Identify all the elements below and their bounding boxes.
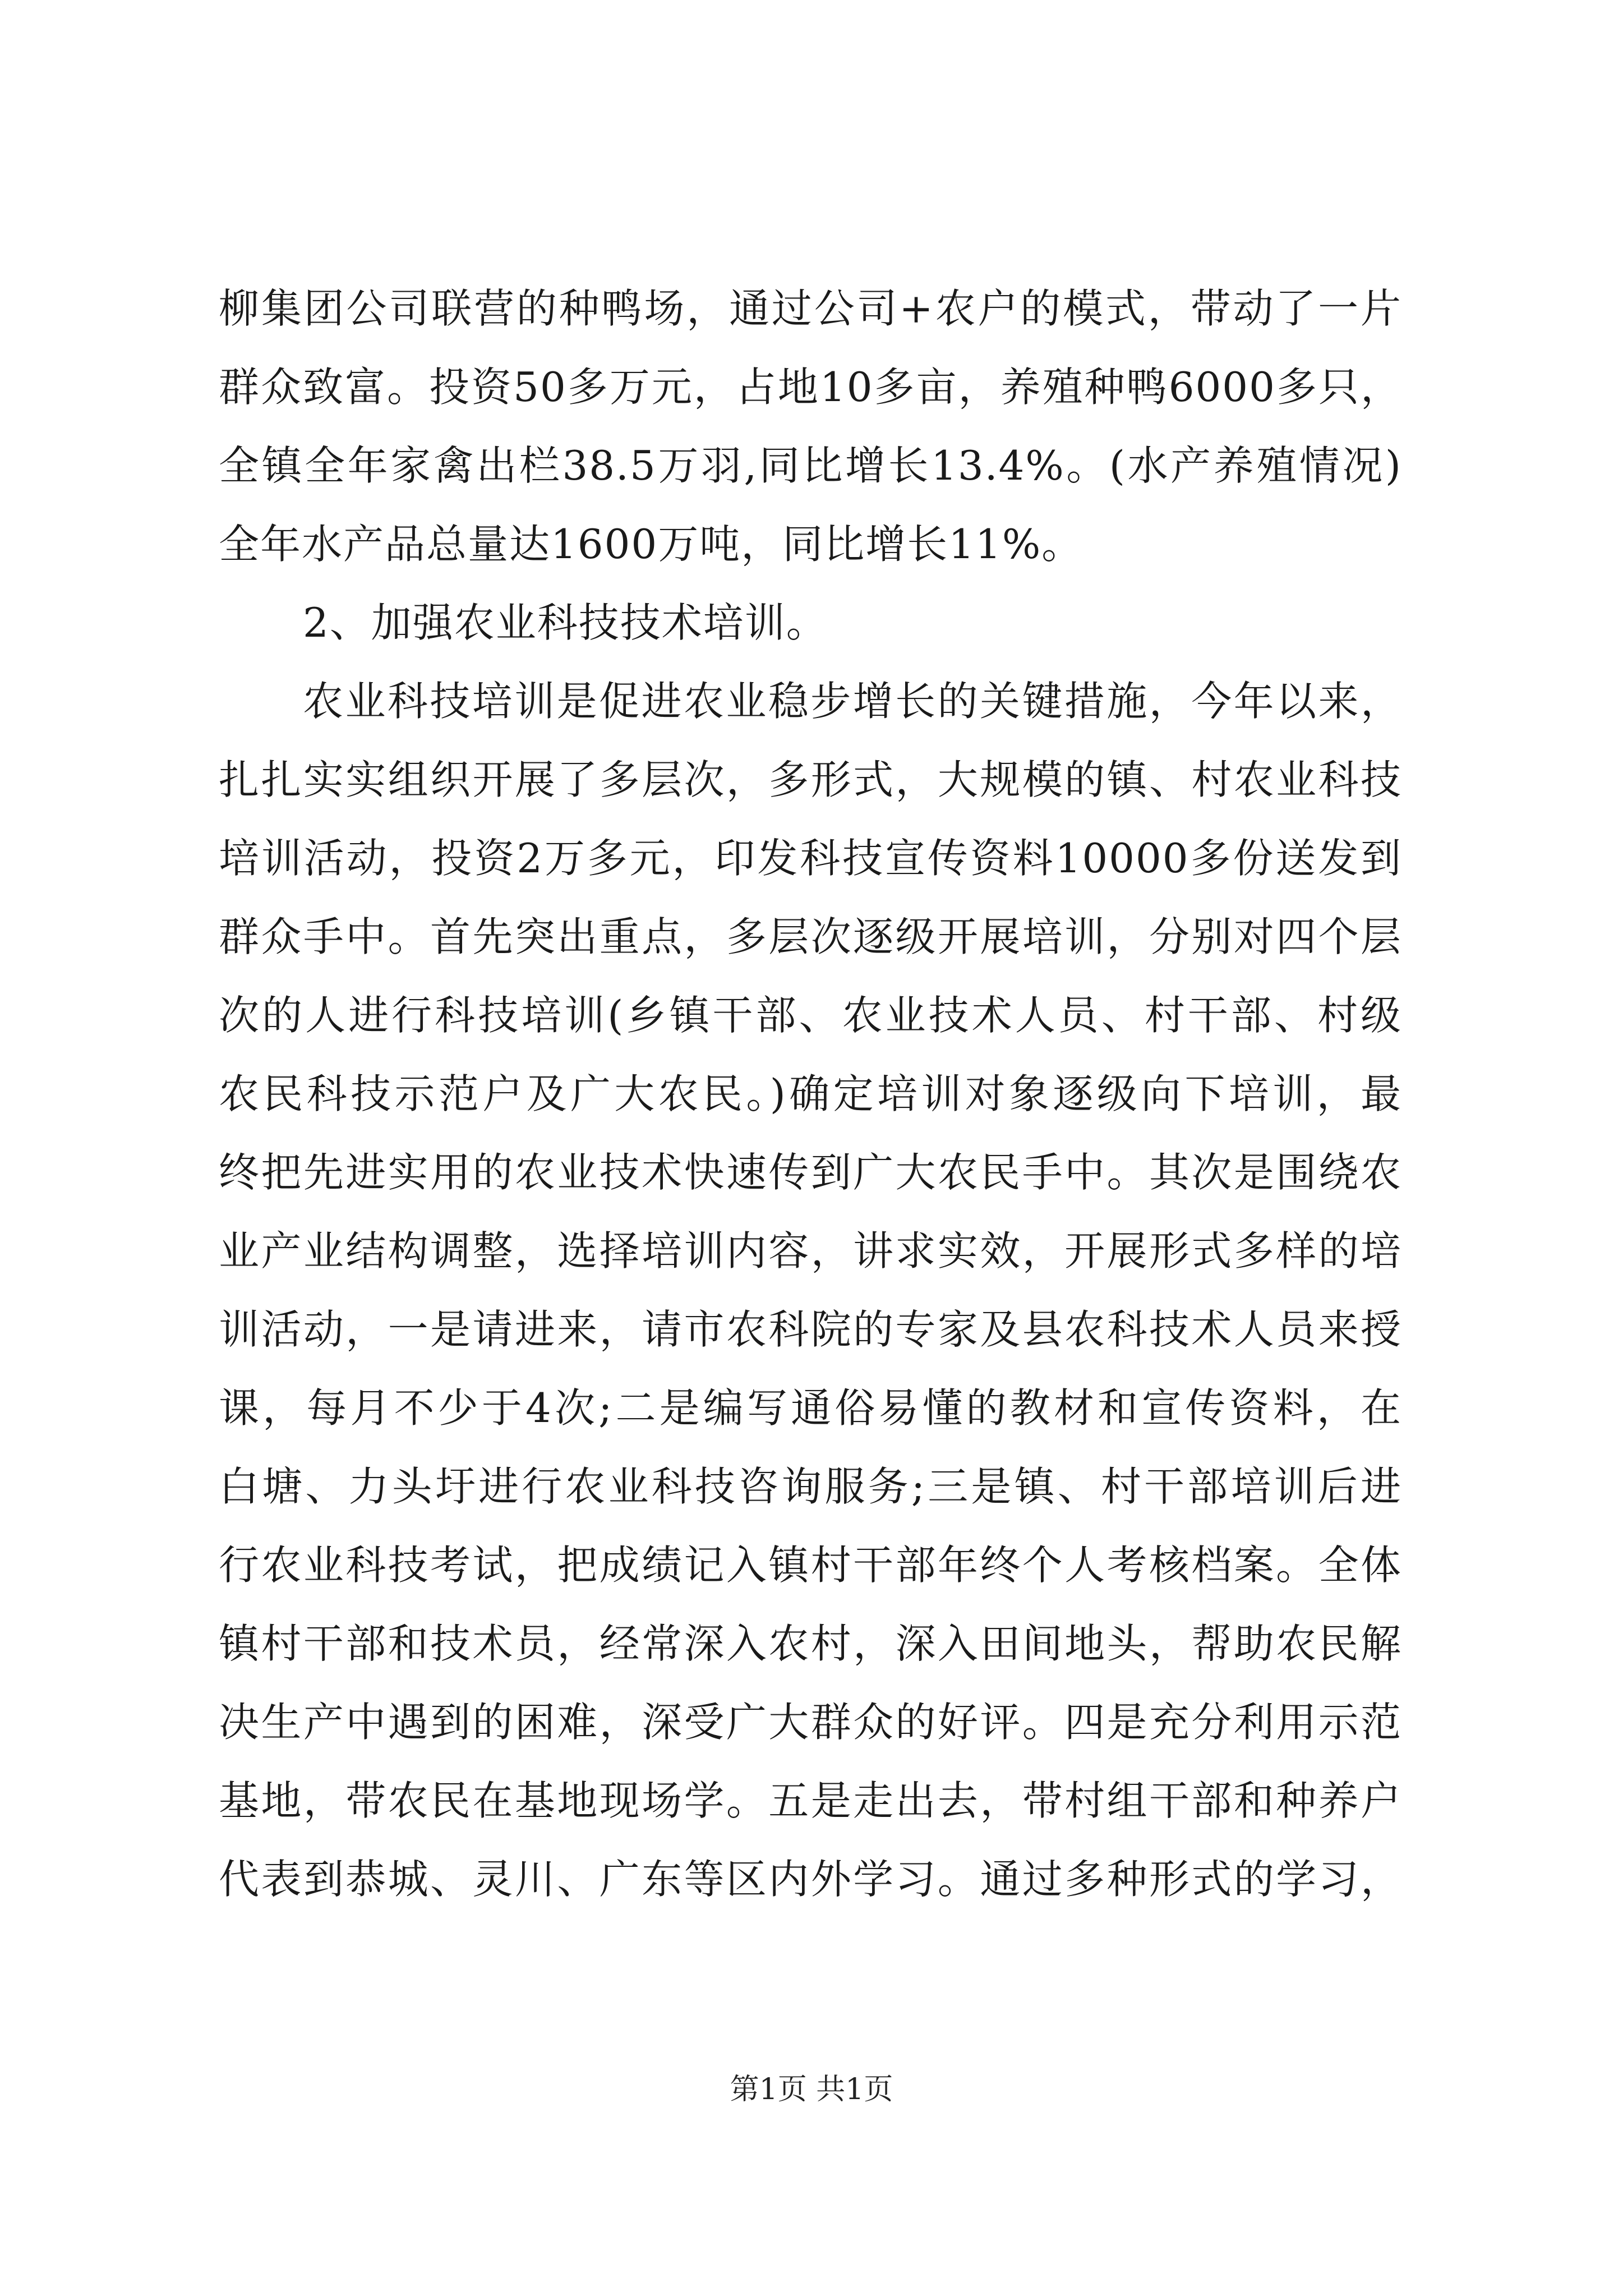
text-line: 全年水产品总量达1600万吨，同比增长11%。 xyxy=(219,521,1083,568)
text-line: 业产业结构调整，选择培训内容，讲求实效，开展形式多样的培 xyxy=(219,1227,1402,1274)
text-line: 决生产中遇到的困难，深受广大群众的好评。四是充分利用示范 xyxy=(219,1699,1402,1746)
text-line: 农业科技培训是促进农业稳步增长的关键措施，今年以来， xyxy=(303,678,1402,725)
document-body xyxy=(219,269,1402,1918)
text-line: 行农业科技考试，把成绩记入镇村干部年终个人考核档案。全体 xyxy=(219,1542,1402,1589)
text-line: 终把先进实用的农业技术快速传到广大农民手中。其次是围绕农 xyxy=(219,1149,1402,1196)
text-line: 次的人进行科技培训(乡镇干部、农业技术人员、村干部、村级 xyxy=(219,992,1402,1039)
text-line: 群众手中。首先突出重点，多层次逐级开展培训，分别对四个层 xyxy=(219,913,1402,960)
text-line: 课，每月不少于4次;二是编写通俗易懂的教材和宣传资料，在 xyxy=(219,1384,1402,1432)
text-line: 柳集团公司联营的种鸭场，通过公司+农户的模式，带动了一片 xyxy=(219,285,1402,332)
text-line: 训活动，一是请进来，请市农科院的专家及县农科技术人员来授 xyxy=(219,1306,1402,1353)
text-line: 农民科技示范户及广大农民。)确定培训对象逐级向下培训，最 xyxy=(219,1070,1402,1117)
page-number: 第1页 共1页 xyxy=(730,2073,893,2106)
section-heading: 2、加强农业科技技术培训。 xyxy=(303,599,828,646)
page-footer xyxy=(0,2070,1623,2109)
text-line: 基地，带农民在基地现场学。五是走出去，带村组干部和种养户 xyxy=(219,1777,1402,1824)
text-line: 白塘、力头圩进行农业科技咨询服务;三是镇、村干部培训后进 xyxy=(219,1463,1402,1510)
text-line: 代表到恭城、灵川、广东等区内外学习。通过多种形式的学习， xyxy=(219,1856,1402,1903)
text-line: 扎扎实实组织开展了多层次，多形式，大规模的镇、村农业科技 xyxy=(219,756,1402,803)
text-line: 培训活动，投资2万多元，印发科技宣传资料10000多份送发到 xyxy=(219,835,1402,882)
text-line: 群众致富。投资50多万元，占地10多亩，养殖种鸭6000多只， xyxy=(219,364,1402,411)
text-line: 镇村干部和技术员，经常深入农村，深入田间地头，帮助农民解 xyxy=(219,1620,1402,1667)
text-line: 全镇全年家禽出栏38.5万羽,同比增长13.4%。(水产养殖情况) xyxy=(219,442,1402,489)
